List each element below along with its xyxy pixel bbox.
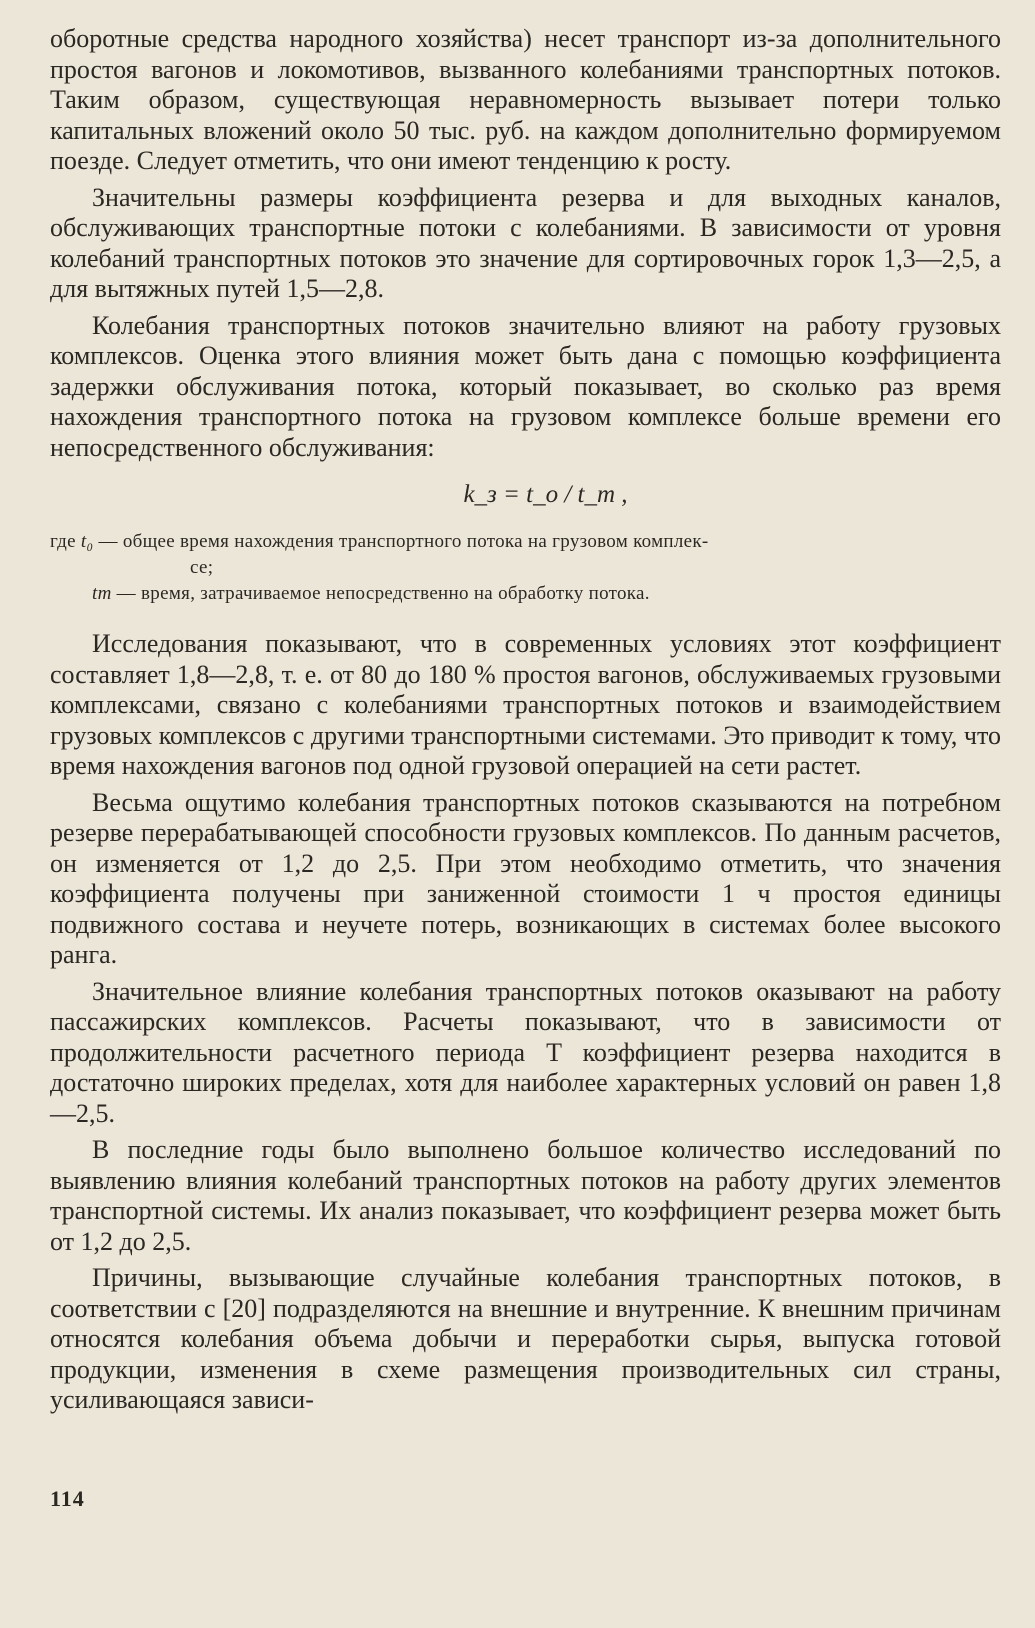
paragraph-2: Значительны размеры коэффициента резерва и для выходных каналов, обслуживающих транспортные потоки с колебаниями. В зависимости от уровня колебаний транспортных потоков это значение для сортировочных горок 1,3—2,5, а для вытяжных путей 1,5—2,8. bbox=[50, 182, 1001, 303]
formula-text: k_з = t_о / t_т , bbox=[463, 481, 628, 508]
symbol-t0: t₀ bbox=[80, 531, 94, 552]
page-number: 114 bbox=[50, 1486, 85, 1511]
paragraph-4: Исследования показывают, что в современных условиях этот коэффициент составляет 1,8—2,8, т. е. от 80 до 180 % простоя вагонов, обслуживаемых грузовыми комплексами, связано с колебаниями транспортных потоков и взаимодействием грузовых комплексов с другими транспортными системами. Это приводит к тому, что время нахождения вагонов под одной грузовой операцией на сети растет. bbox=[50, 629, 1001, 780]
definition-tt bbox=[50, 581, 1001, 607]
paragraph-7: В последние годы было выполнено большое количество исследований по выявлению влияния колебаний транспортных потоков на работу других элементов транспортной системы. Их анализ показывает, что коэффициент резерва может быть от 1,2 до 2,5. bbox=[50, 1135, 1001, 1256]
paragraph-5: Весьма ощутимо колебания транспортных потоков сказываются на потребном резерве перерабатывающей способности грузовых комплексов. По данным расчетов, он изменяется от 1,2 до 2,5. При этом необходимо отметить, что значения коэффициента получены при заниженной стоимости 1 ч простоя единицы подвижного состава и неучете потерь, возникающих в системах более высокого ранга. bbox=[50, 787, 1001, 969]
definition-t0-continuation: се; bbox=[190, 557, 214, 578]
symbol-tt: tт bbox=[92, 583, 112, 604]
paragraph-8: Причины, вызывающие случайные колебания транспортных потоков, в соответствии с [20] подразделяются на внешние и внутренние. К внешним причинам относятся колебания объема добычи и переработки сырья, выпуска готовой продукции, изменения в схеме размещения производительных сил страны, усиливающаяся зависи- bbox=[50, 1263, 1001, 1414]
paragraph-1: оборотные средства народного хозяйства) несет транспорт из-за дополнительного простоя вагонов и локомотивов, вызванного колебаниями транспортных потоков. Таким образом, существующая неравномерность вызывает потери только капитальных вложений около 50 тыс. руб. на каждом дополнительно формируемом поезде. Следует отметить, что они имеют тенденцию к росту. bbox=[50, 24, 1001, 175]
paragraph-3: Колебания транспортных потоков значительно влияют на работу грузовых комплексов. Оценка этого влияния может быть дана с помощью коэффициента задержки обслуживания потока, который показывает, во сколько раз время нахождения транспортного потока на грузовом комплексе больше времени его непосредственного обслуживания: bbox=[50, 310, 1001, 462]
definition-t0-text: — общее время нахождения транспортного потока на грузовом комплек- bbox=[98, 531, 709, 552]
definition-prefix: где bbox=[50, 531, 76, 552]
formula bbox=[50, 481, 1001, 509]
paragraph-6: Значительное влияние колебания транспортных потоков оказывают на работу пассажирских комплексов. Расчеты показывают, что в зависимости от продолжительности расчетного периода T коэффициент резерва находится в достаточно широких пределах, хотя для наиболее характерных условий он равен 1,8—2,5. bbox=[50, 976, 1001, 1128]
definition-tt-text: — время, затрачиваемое непосредственно на обработку потока. bbox=[116, 583, 650, 604]
definition-t0 bbox=[50, 529, 1001, 555]
definitions bbox=[50, 529, 1001, 607]
